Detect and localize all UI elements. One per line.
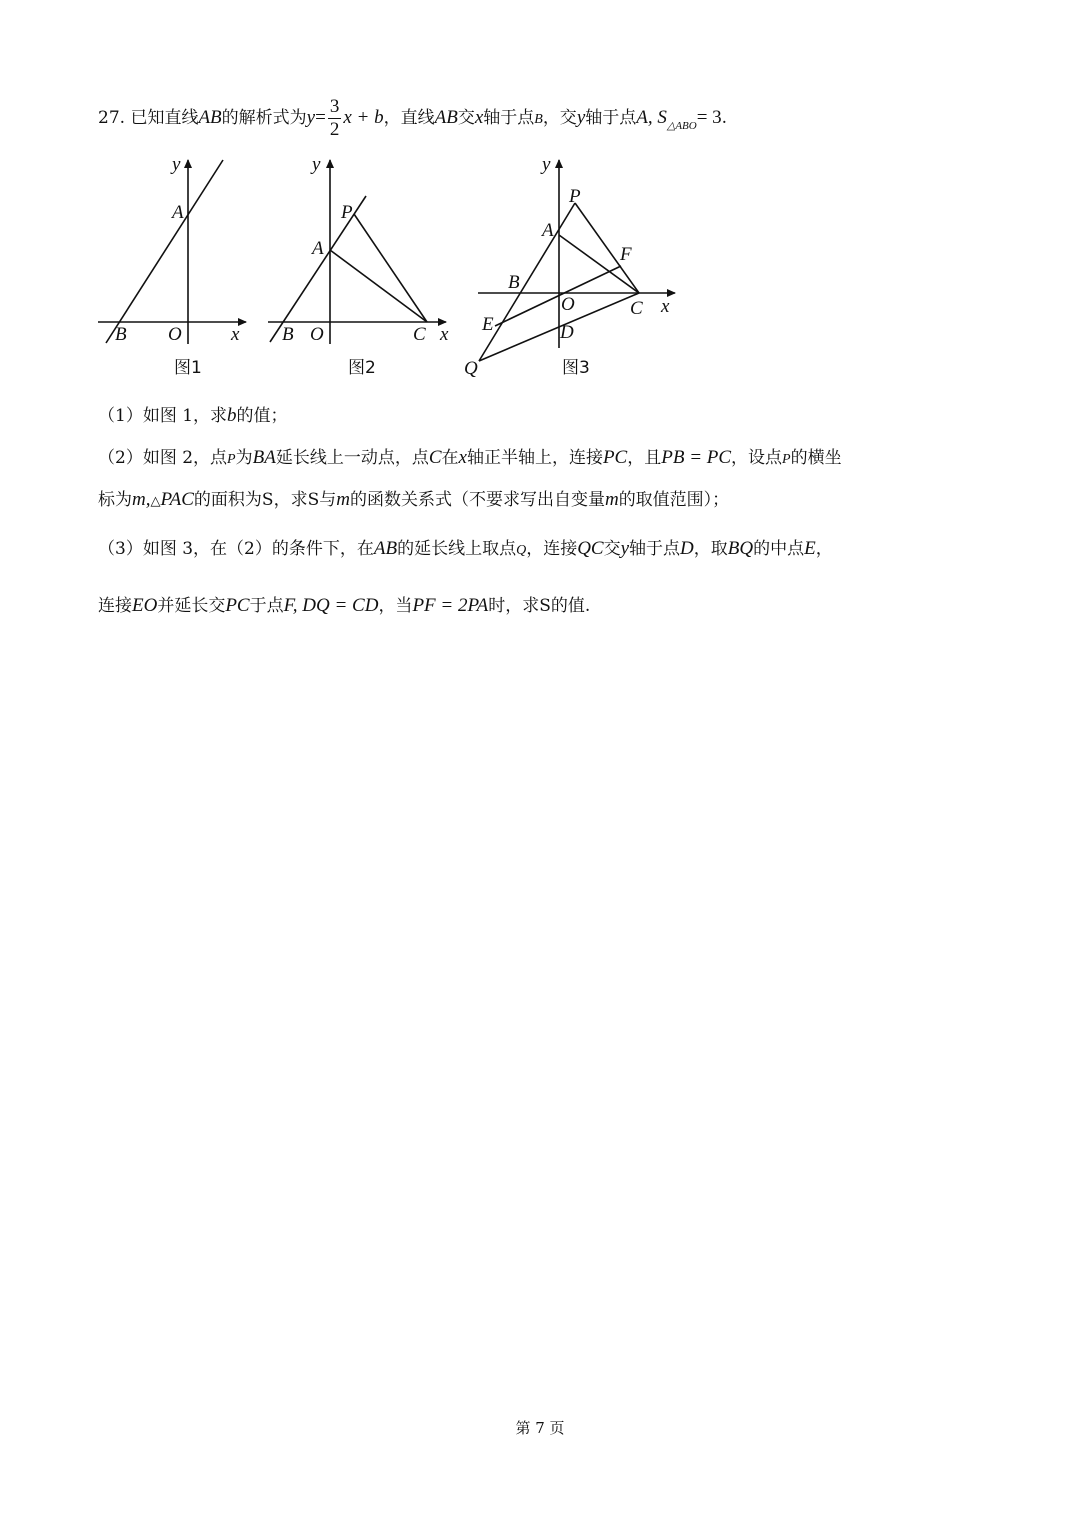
fig2-line-pc (354, 214, 427, 322)
fig1-label-y: y (172, 154, 181, 175)
fig2-line-ac (330, 250, 427, 322)
fig3-label-e: E (482, 314, 494, 335)
part-2-line-2: 标为m,△PAC的面积为S，求S与m的函数关系式（不要求写出自变量m的取值范围）； (98, 489, 730, 510)
fig2-label-a: A (312, 238, 324, 259)
fig3-label-a: A (542, 220, 554, 241)
fig3-caption: 图3 (562, 358, 590, 378)
fraction: $\frac{3}{2}$ (329, 96, 340, 140)
fig3-label-d: D (560, 322, 574, 343)
fig1-label-b: B (115, 324, 127, 345)
figures (90, 148, 710, 387)
figure-diagrams (90, 148, 710, 383)
fig2-label-y: y (312, 154, 321, 175)
part-3-line-2: 连接EO并延长交PC于点F, DQ = CD，当PF = 2PA时，求S的值. (98, 595, 591, 616)
fig2-caption: 图2 (348, 358, 376, 378)
part-1: （1）如图 1，求b的值； (98, 405, 288, 426)
fig2-label-o: O (310, 324, 324, 345)
fig3-label-b: B (508, 272, 520, 293)
fig1-label-a: A (172, 202, 184, 223)
problem-statement: 27. 已知直线AB的解析式为y= $\frac{3}{2}$ x + b，直线AB交x轴于点B，交y轴于点A, $S_{\triangle ABO}= 3$. (98, 96, 728, 140)
fig3-label-p: P (569, 186, 581, 207)
fig1-line-ab (106, 160, 223, 343)
fig2-label-p: P (341, 202, 353, 223)
page-footer: 第 7 页 (515, 1419, 565, 1437)
fig2-label-x: x (440, 324, 449, 345)
fig3-label-c: C (630, 298, 643, 319)
fig1-label-o: O (168, 324, 182, 345)
part-3-line-1: （3）如图 3，在（2）的条件下，在AB的延长线上取点Q，连接QC交y轴于点D，取BQ的中点E， (98, 538, 833, 559)
fig3-label-y: y (542, 154, 551, 175)
part-2-line-1: （2）如图 2，点P为BA延长线上一动点，点C在x轴正半轴上，连接PC，且PB = PC，设点P的横坐 (98, 447, 842, 468)
fig3-label-o: O (561, 294, 575, 315)
fig3-label-f: F (620, 244, 632, 265)
problem-number: 27. (98, 108, 126, 128)
fig1-label-x: x (231, 324, 240, 345)
fig1-caption: 图1 (174, 358, 202, 378)
fig3-label-x: x (661, 296, 670, 317)
fig2-label-b: B (282, 324, 294, 345)
fig3-label-q: Q (464, 358, 478, 379)
fig2-label-c: C (413, 324, 426, 345)
